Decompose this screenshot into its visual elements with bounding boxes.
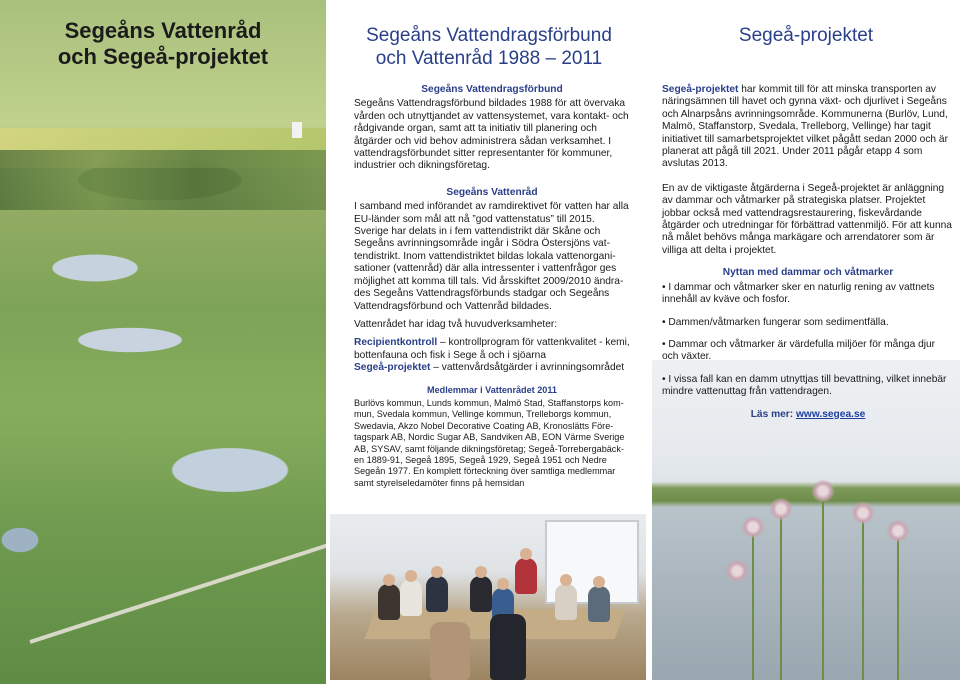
meeting-photo bbox=[330, 514, 646, 680]
person bbox=[515, 558, 537, 594]
project-para2: En av de viktigaste åtgärderna i Segeå-projektet är anläggning av dammar och våtmarker på strategiska platser. Projektet jobbar också med vattendragsrestaurering, fiskevårdande åtgärder och utredningar för förbättrad vattenmiljö. För att kunna nå målet behövs många markägare och arrendatorer som är villiga att delta i projektet. bbox=[662, 182, 952, 256]
read-more bbox=[662, 409, 954, 421]
benefit-item: • Dammar och våtmarker är värdefulla miljöer för många djur och växter. bbox=[662, 338, 936, 363]
section-title-vattendragsforbund: Segeåns Vattendragsförbund bbox=[421, 84, 563, 95]
benefits-title: Nyttan med dammar och våtmarker bbox=[722, 267, 894, 279]
person-head bbox=[520, 548, 532, 560]
activity1-text: – kontrollprogram för vattenkvalitet - kemi, bottenfauna och fisk i Sege å och i sjöarna bbox=[354, 337, 630, 361]
read-more-label: Läs mer: bbox=[750, 408, 796, 420]
history-heading-line1: Segeåns Vattendragsförbund bbox=[366, 25, 612, 46]
activity-recipientkontroll bbox=[354, 337, 630, 374]
cover-title-line2: och Segeå-projektet bbox=[57, 44, 269, 69]
person bbox=[378, 584, 400, 620]
person bbox=[426, 576, 448, 612]
cover-title bbox=[0, 18, 326, 70]
project-intro-name: Segeå-projektet bbox=[662, 84, 739, 95]
person-head bbox=[405, 570, 417, 582]
project-panel bbox=[652, 0, 960, 684]
person-head bbox=[593, 576, 605, 588]
section-text-vattendragsforbund: Segeåns Vattendragsförbund bildades 1988 för att övervaka vården och utnyttjandet av vattensystemet, vara kontakt- och rådgivande organ, samt att ta initiativ till planering och åtgärder och vid behov administrera sådan verksamhet. I vattendragsförbundet sitter representanter för kommuner, industrier och dikningsföretag. bbox=[354, 98, 629, 172]
person-head bbox=[431, 566, 443, 578]
road bbox=[29, 541, 326, 644]
activity2-name: Segeå-projektet bbox=[354, 362, 431, 374]
website-link[interactable]: www.segea.se bbox=[796, 408, 866, 420]
person-head bbox=[497, 578, 509, 590]
project-heading: Segeå-projektet bbox=[738, 25, 874, 46]
person bbox=[588, 586, 610, 622]
section-title-vattenrad: Segeåns Vattenråd bbox=[446, 186, 538, 198]
activities-intro: Vattenrådet har idag två huvudverksamheter: bbox=[354, 318, 558, 330]
benefit-item: • I dammar och våtmarker sker en naturlig rening av vattnets innehåll av kväve och fosfor. bbox=[662, 281, 935, 306]
project-text-column bbox=[662, 84, 954, 423]
person-foreground bbox=[430, 622, 470, 680]
project-intro bbox=[662, 84, 954, 171]
section-text-vattenrad: I samband med införandet av ramdirektivet för vatten har alla EU-länder som mål att nå ”god vattenstatus” till 2015. Sverige har delats in i fem vattendistrikt där Skåne och Segeåns avrinningsområde ingår i Södra Östersjöns vattendistrikt. Inom vattendistriktet bildas lokala vattenorganisationer (vattenråd) där alla intressenter i vattenfrågor ges möjlighet att komma till tals. Vid årsskiftet 2009/2010 ändrades Segeåns Vattendragsförbunds stadgar och Segeåns Vattendragsförbund och Vattenråd bildades. bbox=[354, 201, 629, 312]
tree-line bbox=[0, 150, 326, 210]
cover-panel-aerial-photo bbox=[0, 0, 326, 684]
person-head bbox=[475, 566, 487, 578]
person bbox=[400, 580, 422, 616]
person bbox=[555, 584, 577, 620]
history-text-column bbox=[354, 84, 630, 495]
history-heading bbox=[330, 24, 648, 70]
benefit-item: • I vissa fall kan en damm utnyttjas till bevattning, vilket innebär mindre vattenuttag från vattendragen. bbox=[662, 373, 947, 398]
history-heading-line2: och Vattenråd 1988 – 2011 bbox=[375, 48, 603, 69]
benefit-item: • Dammen/våtmarken fungerar som sedimentfälla. bbox=[662, 316, 889, 328]
person-head bbox=[560, 574, 572, 586]
church bbox=[292, 122, 302, 138]
activity2-text: – vattenvårdsåtgärder i avrinningsområdet bbox=[430, 362, 625, 374]
benefits-list bbox=[662, 282, 954, 399]
activity1-name: Recipientkontroll bbox=[354, 337, 438, 349]
project-intro-text: har kommit till för att minska transporten av näringsämnen till havet och gynna växt- och djurlivet i Segeåns och Alnarpsåns avrinningsområde. Kommunerna (Burlöv, Lund, Malmö, Staffanstorp, Svedala, Trelleborg, Vellinge) har tagit initiativet till samarbetsprojektet vilket pågått sedan 2000 och är planerat att pågå till 2021. Under 2011 pågår etapp 4 som avslutas 2013. bbox=[662, 84, 948, 170]
person-head bbox=[383, 574, 395, 586]
members-text: Burlövs kommun, Lunds kommun, Malmö Stad, Staffanstorps kommun, Svedala kommun, Vellinge kommun, Trelleborgs kommun, Swedavia, Akzo Nobel Decorative Coating AB, Kronoslätts Företagspark AB, Nordic Sugar AB, Sandviken AB, EON Värme Sverige AB, SYSAV, samt följande dikningsföretag; Segeå-Torrebergabäcken 1889-91, Segeå 1895, Segeå 1929, Segeå 1951 och Nedre Segeån 1977. En komplett förteckning över samtliga medlemmar samt styrelseledamöter finns på hemsidan bbox=[354, 397, 625, 488]
members-title: Medlemmar i Vattenrådet 2011 bbox=[427, 384, 557, 395]
person-foreground bbox=[490, 614, 526, 680]
person bbox=[470, 576, 492, 612]
cover-title-line1: Segeåns Vattenråd bbox=[64, 18, 262, 43]
